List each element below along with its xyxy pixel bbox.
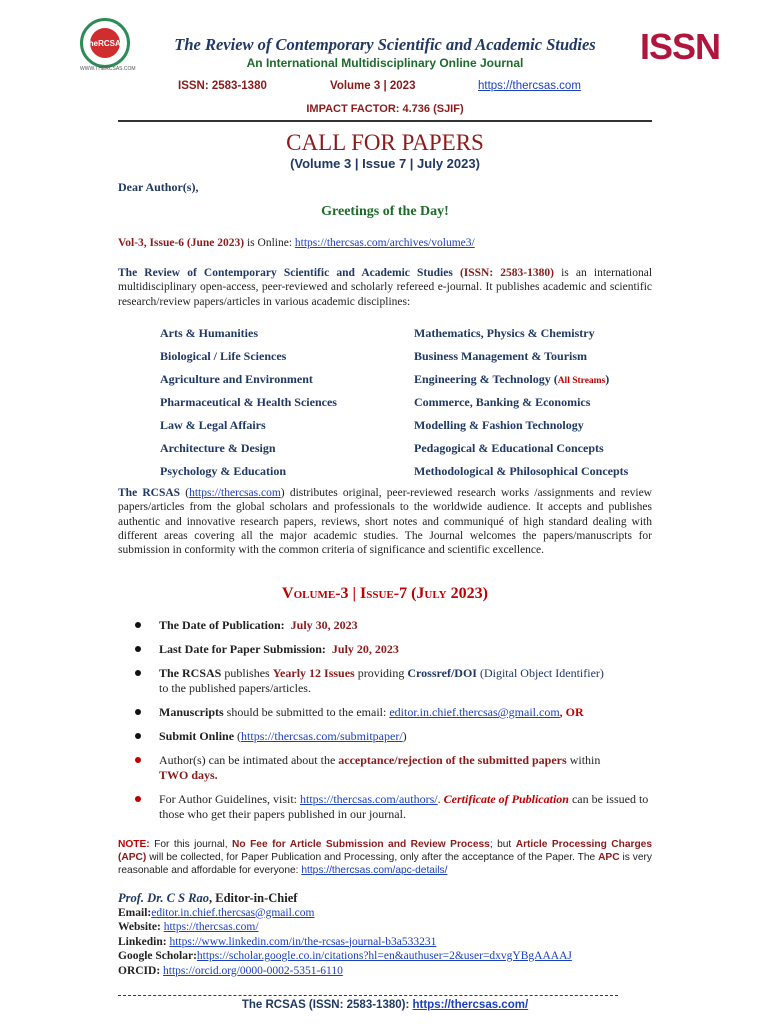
publication-date: July 30, 2023 <box>290 618 358 632</box>
discipline-item: Pharmaceutical & Health Sciences <box>160 395 337 409</box>
intro-issn: (ISSN: 2583-1380) <box>459 267 554 279</box>
discipline-item: Mathematics, Physics & Chemistry <box>414 326 595 340</box>
online-notice <box>118 236 652 250</box>
journal-title: The Review of Contemporary Scientific and Academic Studies <box>174 35 596 54</box>
footer-link[interactable]: https://thercsas.com/ <box>412 999 529 1011</box>
issn-logo: ISSN <box>640 26 721 67</box>
website-link[interactable]: https://thercsas.com <box>478 80 581 92</box>
list-item: Submit Online (https://thercsas.com/submitpaper/) <box>135 729 655 744</box>
rcsas-name: The RCSAS <box>118 487 181 499</box>
journal-subtitle: An International Multidisciplinary Online Journal <box>246 56 524 70</box>
online-text: is Online: <box>244 237 295 249</box>
discipline-item: Methodological & Philosophical Concepts <box>414 464 629 478</box>
google-scholar-link[interactable]: https://scholar.google.co.in/citations?hl=en&authuser=2&user=dxvgYBgAAAAJ <box>196 950 572 962</box>
intro-text: is an international multidisciplinary open-access, peer-reviewed and scholarly refereed e-journal. It publishes academic and scientific research/review papers/articles in various academic disciplines: <box>118 267 653 308</box>
editor-website-link[interactable]: https://thercsas.com/ <box>163 921 259 933</box>
logo-mark: TheRCSAS <box>90 28 120 58</box>
editor-contacts: Prof. Dr. C S Rao, Editor-in-Chief Email:editor.in.chief.thercsas@gmail.com Website: https://thercsas.com/ Linkedin: https://www.linkedin.com/in/the-rcsas-journal-b3a533231 Google Scholar:https://scholar.google.co.in/citations?hl=en&authuser=2&user=dxvgYBgAAAAJ ORCID: https://orcid.org/0000-0002-5351-6110 <box>118 891 572 977</box>
issue-online-label: Vol-3, Issue-6 (June 2023) <box>118 237 245 249</box>
footer-divider <box>118 995 618 996</box>
discipline-item: Agriculture and Environment <box>160 372 313 386</box>
footer: The RCSAS (ISSN: 2583-1380): https://thercsas.com/ <box>241 999 529 1011</box>
logo-caption: WWW.THERCSAS.COM <box>80 66 136 72</box>
editor-name: Prof. Dr. C S Rao <box>118 891 209 905</box>
submission-deadline: July 20, 2023 <box>331 642 399 656</box>
journal-logo <box>80 18 130 68</box>
discipline-item: Business Management & Tourism <box>414 349 588 363</box>
issn-number: ISSN: 2583-1380 <box>178 80 267 92</box>
header-divider <box>118 120 652 122</box>
editor-email-link[interactable]: editor.in.chief.thercsas@gmail.com <box>151 906 315 919</box>
discipline-item: Modelling & Fashion Technology <box>414 418 584 432</box>
apc-details-link[interactable]: https://thercsas.com/apc-details/ <box>301 865 448 876</box>
rcsas-text: distributes original, peer-reviewed research works /assignments and review papers/articles from the global scholars and professionals to the worldwide audience. It accepts and publishes authentic and innovative research papers, reviews, short notes and communiqué of high standard dealing with different areas covering all the major academic studies. The Journal welcomes the papers/manuscripts for submission in conformity with the common criteria of significance and scientific excellence. <box>118 487 652 557</box>
cfp-subtitle: (Volume 3 | Issue 7 | July 2023) <box>290 156 480 171</box>
orcid-link[interactable]: https://orcid.org/0000-0002-5351-6110 <box>163 964 343 977</box>
list-item: The Date of Publication: July 30, 2023 <box>135 618 655 633</box>
list-item: For Author Guidelines, visit: https://thercsas.com/authors/. Certificate of Publication can be issued to those who get their papers published in our journal. <box>135 792 655 822</box>
list-item: Manuscripts should be submitted to the email: editor.in.chief.thercsas@gmail.com, OR <box>135 705 655 720</box>
list-item: The RCSAS publishes Yearly 12 Issues providing Crossref/DOI (Digital Object Identifier) to the published papers/articles. <box>135 666 655 696</box>
salutation: Dear Author(s), <box>118 180 199 194</box>
discipline-item: Engineering & Technology (All Streams) <box>414 372 610 386</box>
call-for-papers-title: CALL FOR PAPERS <box>286 130 484 155</box>
discipline-item: Psychology & Education <box>160 464 287 478</box>
discipline-item: Law & Legal Affairs <box>160 418 266 432</box>
list-item: Last Date for Paper Submission: July 20, 2023 <box>135 642 655 657</box>
discipline-item: Architecture & Design <box>160 441 276 455</box>
discipline-item: Biological / Life Sciences <box>160 349 287 363</box>
author-guidelines-link[interactable]: https://thercsas.com/authors/ <box>300 792 438 806</box>
linkedin-link[interactable]: https://www.linkedin.com/in/the-rcsas-journal-b3a533231 <box>169 935 437 948</box>
archive-link[interactable]: https://thercsas.com/archives/volume3/ <box>294 237 475 249</box>
intro-journal: The Review of Contemporary Scientific and Academic Studies <box>118 267 453 279</box>
fee-note: NOTE: For this journal, No Fee for Article Submission and Review Process; but Article Processing Charges (APC) will be collected, for Paper Publication and Processing, only after the acceptance of the Paper. The APC is very reasonable and affordable for everyone: https://thercsas.com/apc-details/ <box>118 839 653 876</box>
submission-email-link[interactable]: editor.in.chief.thercsas@gmail.com <box>389 705 560 719</box>
discipline-item: Commerce, Banking & Economics <box>414 395 591 409</box>
greeting: Greetings of the Day! <box>321 204 449 219</box>
discipline-item: Pedagogical & Educational Concepts <box>414 441 604 455</box>
issue-heading: Volume-3 | Issue-7 (July 2023) <box>282 585 488 602</box>
discipline-item: Arts & Humanities <box>160 326 258 340</box>
rcsas-link[interactable]: https://thercsas.com <box>189 487 281 499</box>
impact-factor: IMPACT FACTOR: 4.736 (SJIF) <box>306 103 464 115</box>
intro-paragraph <box>118 266 652 309</box>
submit-online-link[interactable]: https://thercsas.com/submitpaper/ <box>241 729 403 743</box>
list-item: Author(s) can be intimated about the acceptance/rejection of the submitted papers within TWO days. <box>135 753 655 783</box>
volume-year: Volume 3 | 2023 <box>330 80 416 92</box>
all-streams-label: All Streams <box>557 376 606 386</box>
rcsas-paragraph: The RCSAS (https://thercsas.com) distributes original, peer-reviewed research works /assignments and review papers/articles from the global scholars and professionals to the worldwide audience. It accepts and publishes authentic and innovative research papers, reviews, short notes and communiqué of high standard dealing with different areas covering all the major academic studies. The Journal welcomes the papers/manuscripts for submission in conformity with the common criteria of significance and scientific excellence. <box>118 487 652 557</box>
